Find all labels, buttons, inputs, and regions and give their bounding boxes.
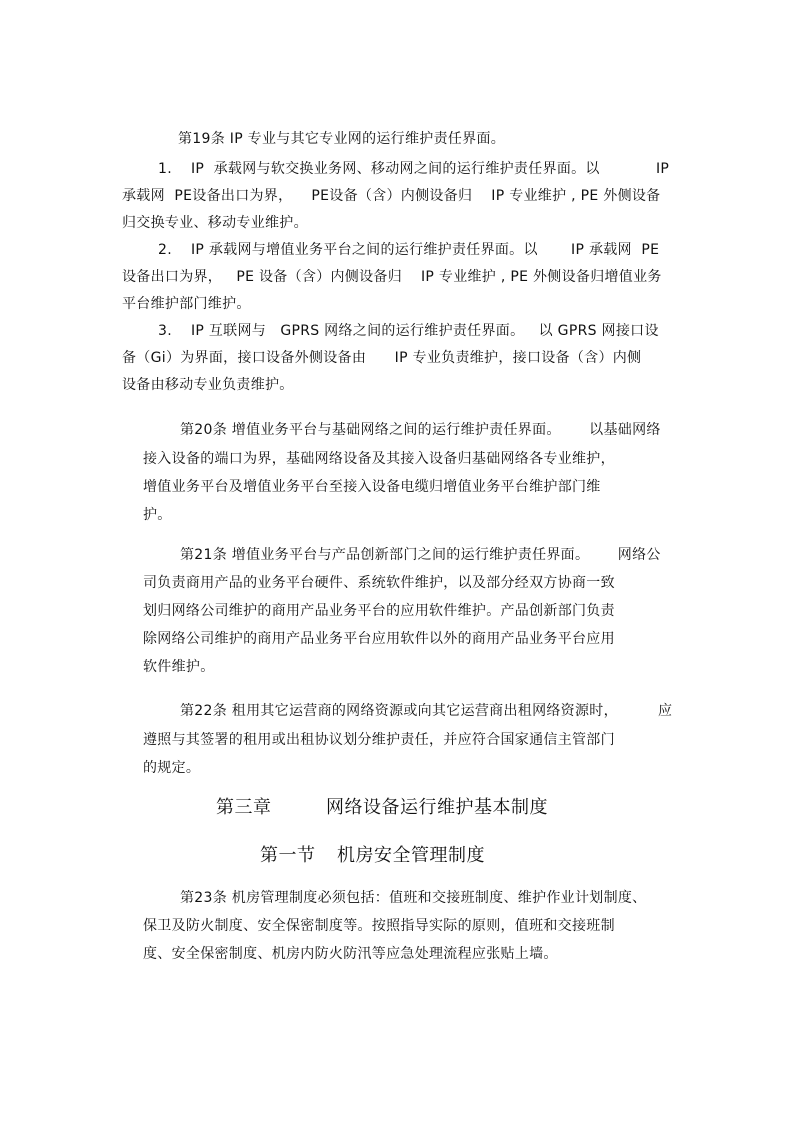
article-19-item-2-line-3: 平台维护部门维护。 — [122, 296, 251, 312]
section-title: 机房安全管理制度 — [337, 845, 485, 866]
article-19-item-3-line-3: 设备由移动专业负责维护。 — [122, 377, 294, 393]
article-21-line-5: 软件维护。 — [143, 659, 215, 675]
article-19-item-1-line-1-end: IP — [656, 161, 670, 177]
article-22-line-3: 的规定。 — [143, 760, 201, 776]
article-19-item-1-line-3: 归交换专业、移动专业维护。 — [122, 215, 308, 231]
article-22-line-2: 遵照与其签署的租用或出租协议划分维护责任，并应符合国家通信主管部门 — [143, 732, 615, 748]
chapter-label: 第三章 — [216, 797, 272, 818]
article-20-line-3: 增值业务平台及增值业务平台至接入设备电缆归增值业务平台维护部门维 — [143, 479, 601, 495]
article-21-line-2: 司负责商用产品的业务平台硬件、系统软件维护，以及部分经双方协商一致 — [143, 575, 615, 591]
article-20-line-1: 第20条 增值业务平台与基础网络之间的运行维护责任界面。 以基础网络 — [180, 422, 661, 438]
section-label: 第一节 — [260, 845, 316, 866]
article-19-item-1-line-1: 1. IP 承载网与软交换业务网、移动网之间的运行维护责任界面。以 — [158, 161, 600, 177]
article-23-line-2: 保卫及防火制度、安全保密制度等。按照指导实际的原则，值班和交接班制 — [143, 918, 615, 934]
article-21-line-3: 划归网络公司维护的商用产品业务平台的应用软件维护。产品创新部门负责 — [143, 603, 615, 619]
article-21-line-1: 第21条 增值业务平台与产品创新部门之间的运行维护责任界面。 网络公 — [180, 547, 661, 563]
article-19-item-2-line-2: 设备出口为界， PE 设备（含）内侧设备归 IP 专业维护 , PE 外侧设备归增值业务 — [122, 269, 662, 285]
article-23-line-1: 第23条 机房管理制度必须包括：值班和交接班制度、维护作业计划制度、 — [180, 890, 647, 906]
article-19-item-3-line-1: 3. IP 互联网与 GPRS 网络之间的运行维护责任界面。 以 GPRS 网接口设 — [158, 323, 659, 339]
article-19-item-3-line-2: 备（Gi）为界面，接口设备外侧设备由 IP 专业负责维护，接口设备（含）内侧 — [122, 350, 642, 366]
article-19-intro: 第19条 IP 专业与其它专业网的运行维护责任界面。 — [178, 131, 506, 147]
article-21-line-4: 除网络公司维护的商用产品业务平台应用软件以外的商用产品业务平台应用 — [143, 631, 615, 647]
article-19-item-1-line-2: 承载网 PE设备出口为界， PE设备（含）内侧设备归 IP 专业维护 , PE 外侧设备 — [122, 188, 661, 204]
article-20-line-4: 护。 — [143, 507, 172, 523]
article-19-item-2-line-1: 2. IP 承载网与增值业务平台之间的运行维护责任界面。以 IP 承载网 PE — [158, 242, 660, 258]
chapter-title: 网络设备运行维护基本制度 — [326, 797, 548, 818]
article-22-line-1-end: 应 — [658, 703, 673, 719]
article-22-line-1: 第22条 租用其它运营商的网络资源或向其它运营商出租网络资源时， — [180, 703, 618, 719]
article-20-line-2: 接入设备的端口为界，基础网络设备及其接入设备归基础网络各专业维护， — [143, 451, 615, 467]
article-23-line-3: 度、安全保密制度、机房内防火防汛等应急处理流程应张贴上墙。 — [143, 946, 558, 962]
